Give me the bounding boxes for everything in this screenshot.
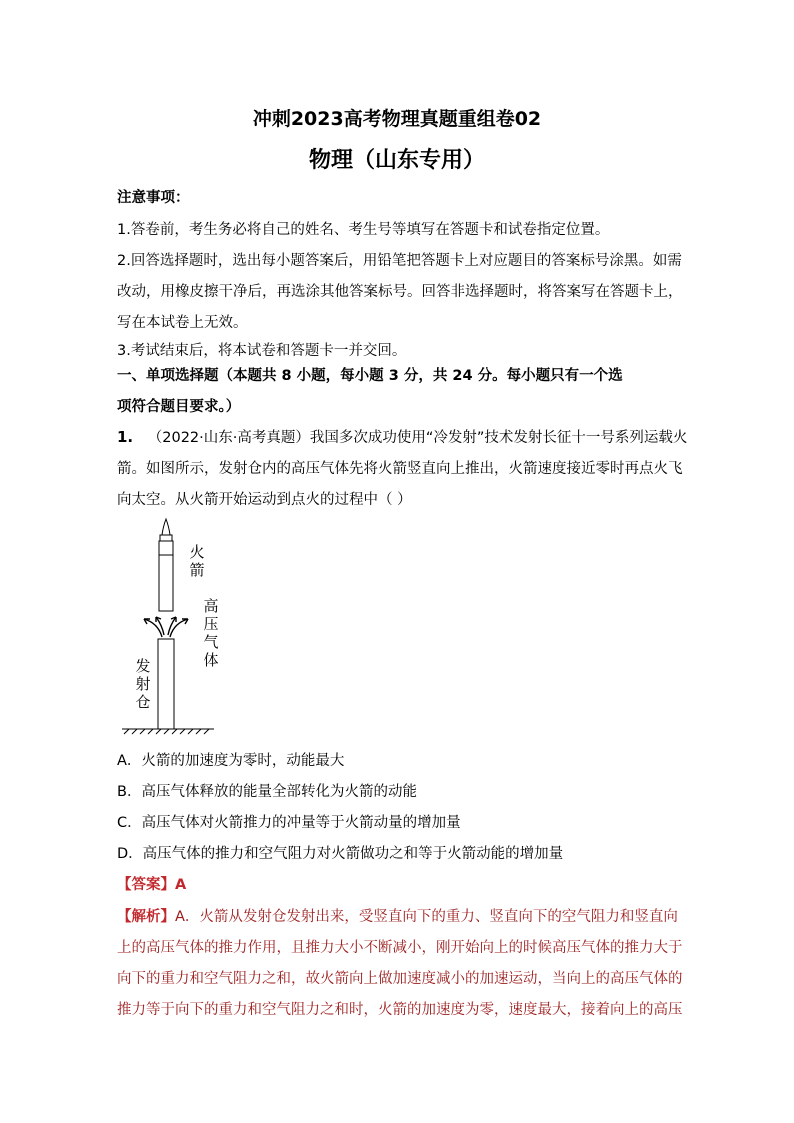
notes-item-2-line-2: 改动，用橡皮擦干净后，再选涂其他答案标号。回答非选择题时，将答案写在答题卡上， — [117, 284, 683, 300]
question-1-line-3: 向太空。从火箭开始运动到点火的过程中（ ） — [117, 492, 412, 508]
rocket-shape — [159, 519, 173, 611]
label-launch-silo: 发射仓 — [135, 657, 151, 711]
label-high-pressure-gas: 高压气体 — [203, 597, 219, 669]
exam-title: 冲刺2023高考物理真题重组卷02 — [252, 108, 542, 130]
answer-label: 【答案】A — [117, 877, 187, 893]
notes-item-1: 1.答卷前，考生务必将自己的姓名、考生号等填写在答题卡和试卷指定位置。 — [117, 222, 610, 238]
ground-hatch — [122, 729, 214, 734]
analysis-line-1 — [117, 905, 678, 926]
exam-subtitle: 物理（山东专用） — [308, 148, 485, 173]
gas-arrows — [144, 617, 188, 637]
question-number: 1. — [117, 428, 134, 446]
question-stem-line-1: （2022·山东·高考真题）我国多次成功使用“冷发射”技术发射长征十一号系列运载火 — [147, 430, 688, 446]
analysis-tag: 【解析】 — [117, 909, 175, 925]
notes-heading: 注意事项： — [117, 190, 190, 206]
notes-item-3: 3.考试结束后，将本试卷和答题卡一并交回。 — [117, 343, 407, 359]
option-b: B．高压气体释放的能量全部转化为火箭的动能 — [117, 784, 417, 800]
section-heading-line-1: 一、单项选择题（本题共 8 小题，每小题 3 分，共 24 分。每小题只有一个选 — [117, 368, 623, 384]
question-1-line-2: 箭。如图所示，发射仓内的高压气体先将火箭竖直向上推出，火箭速度接近零时再点火飞 — [117, 461, 683, 477]
question-1-line-1 — [117, 426, 687, 447]
label-rocket: 火箭 — [189, 543, 205, 579]
option-c: C．高压气体对火箭推力的冲量等于火箭动量的增加量 — [117, 815, 461, 831]
notes-item-2-line-1: 2.回答选择题时，选出每小题答案后，用铅笔把答题卡上对应题目的答案标号涂黑。如需 — [117, 253, 682, 269]
launch-silo — [158, 639, 174, 729]
option-d: D．高压气体的推力和空气阻力对火箭做功之和等于火箭动能的增加量 — [117, 846, 564, 862]
analysis-line-2: 上的高压气体的推力作用，且推力大小不断减小，刚开始向上的时候高压气体的推力大于 — [117, 940, 683, 956]
analysis-line-4: 推力等于向下的重力和空气阻力之和时，火箭的加速度为零，速度最大，接着向上的高压 — [117, 1002, 683, 1018]
notes-item-2-line-3: 写在本试卷上无效。 — [117, 315, 248, 331]
section-heading-line-2: 项符合题目要求。） — [117, 399, 241, 415]
analysis-text-line-1: A．火箭从发射仓发射出来，受竖直向下的重力、竖直向下的空气阻力和竖直向 — [175, 909, 678, 925]
rocket-launch-figure — [118, 515, 228, 740]
option-a: A．火箭的加速度为零时，动能最大 — [117, 753, 345, 769]
analysis-line-3: 向下的重力和空气阻力之和，故火箭向上做加速度减小的加速运动，当向上的高压气体的 — [117, 971, 683, 987]
